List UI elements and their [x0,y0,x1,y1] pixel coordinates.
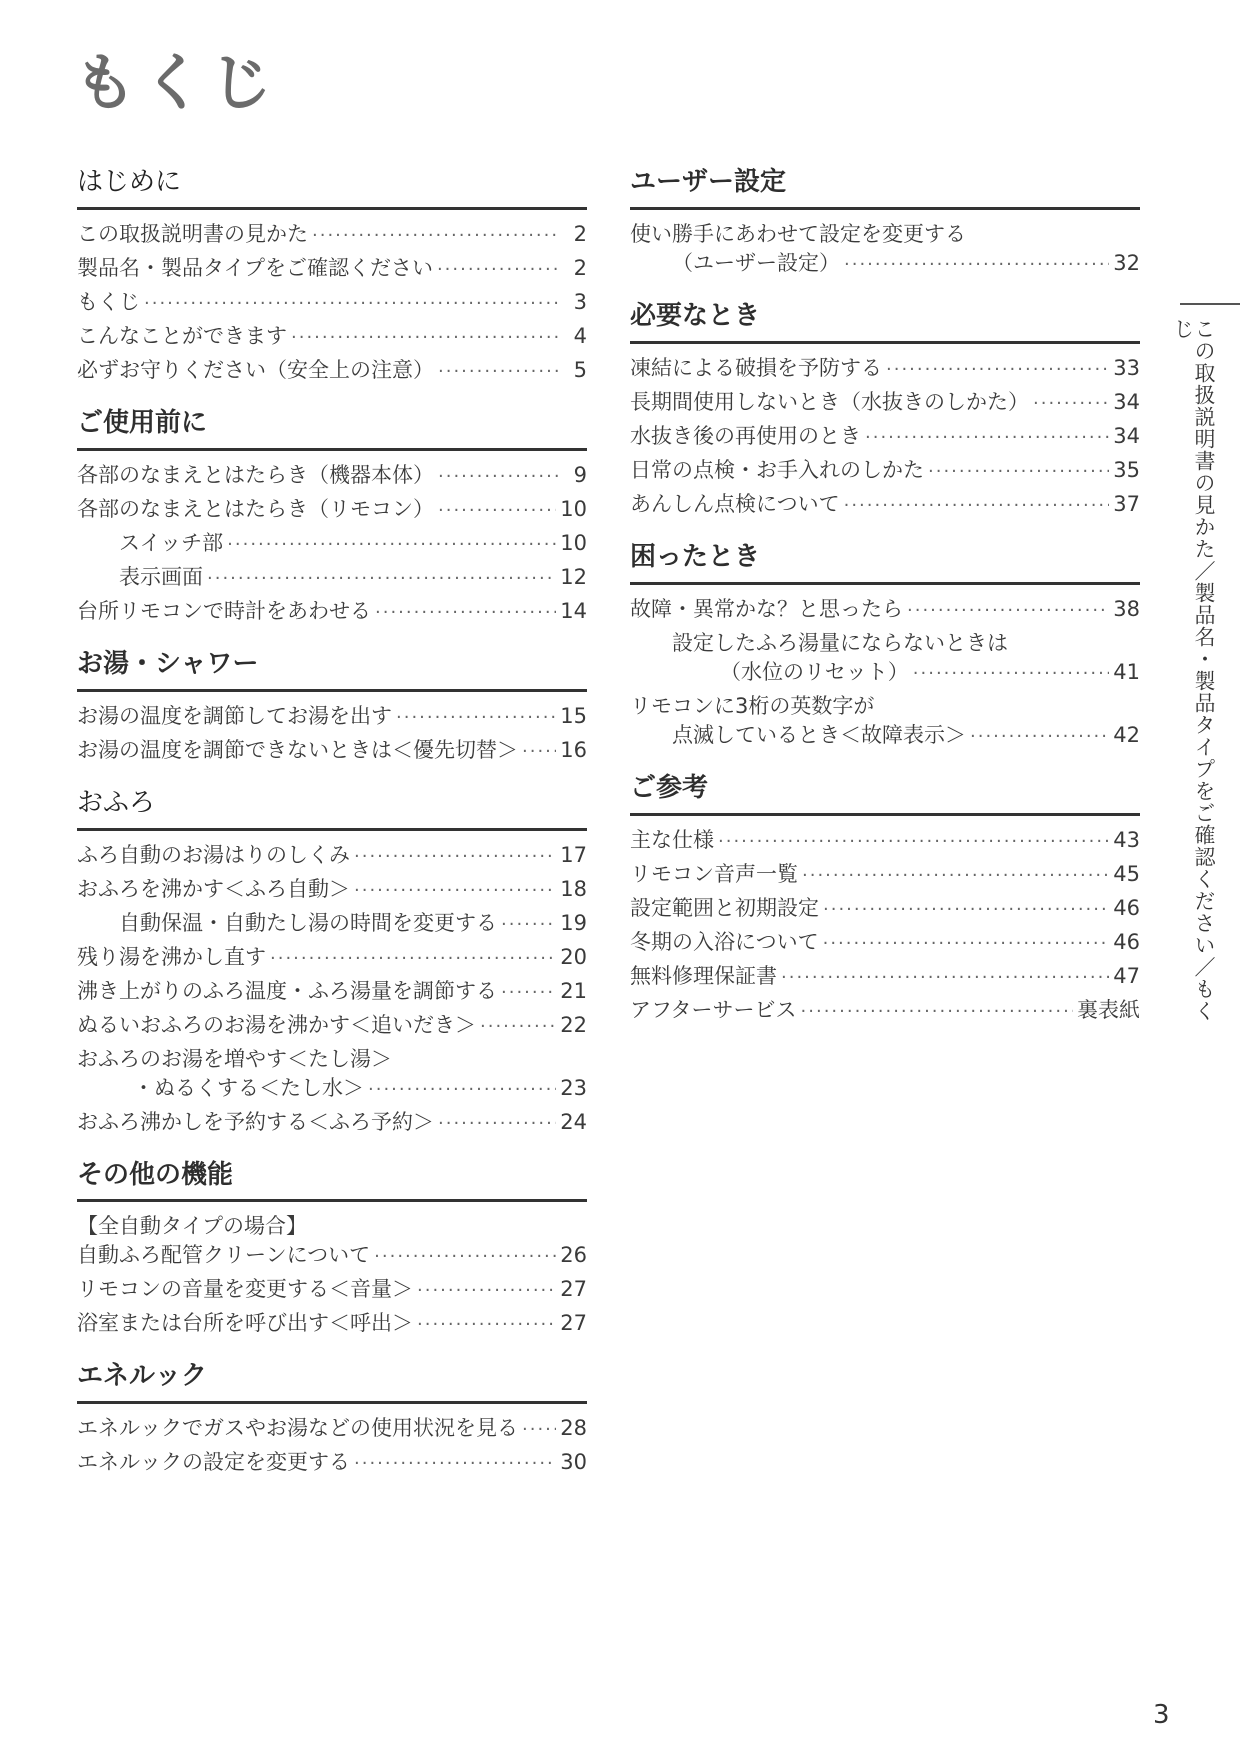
leader-dots [823,929,1110,958]
toc-entry[interactable] [77,563,587,592]
entry-page: 47 [1113,963,1140,988]
entry-label: お湯の温度を調節してお湯を出す [77,703,392,728]
entry-label: エネルックの設定を変更する [77,1450,350,1475]
entry-label: （水位のリセット） [720,659,909,684]
leader-dots [1033,389,1109,418]
entry-page: 18 [560,876,587,901]
entry-page: 37 [1113,491,1140,516]
entry-page: 17 [560,842,587,867]
entry-page: 41 [1113,659,1140,684]
toc-entry[interactable] [77,841,587,870]
entry-page: 27 [560,1277,587,1302]
entry-page: 43 [1113,827,1140,852]
toc-entry[interactable] [77,322,587,351]
toc-entry[interactable] [630,220,1140,278]
entry-page: 34 [1113,389,1140,414]
toc-right-column [630,168,1140,1049]
entry-page: 16 [560,737,587,762]
leader-dots [844,491,1110,520]
toc-entry[interactable] [77,1108,587,1137]
toc-entry[interactable] [77,977,587,1006]
entry-label: 製品名・製品タイプをご確認ください [77,255,433,280]
leader-dots [354,1449,556,1478]
leader-dots [207,564,556,593]
section-heading: ユーザー設定 [630,168,1140,210]
leader-dots [970,722,1109,751]
toc-entry[interactable] [77,1045,587,1103]
entry-page: 20 [560,944,587,969]
page-number: 3 [1153,1700,1170,1730]
entry-page: 2 [573,255,587,280]
entry-label: おふろ沸かしを予約する＜ふろ予約＞ [77,1109,434,1134]
leader-dots [417,1310,556,1339]
toc-entry[interactable] [77,736,587,765]
toc-entry[interactable] [630,962,1140,991]
entry-label: 主な仕様 [630,827,714,852]
entry-label-line1: 設定したふろ湯量にならないときは [672,630,1008,655]
section-heading: ご使用前に [77,409,587,451]
leader-dots [801,997,1073,1026]
leader-dots [368,1075,556,1104]
section-heading: お湯・シャワー [77,650,587,692]
entry-label: 凍結による破損を予防する [630,355,882,380]
toc-left-column [77,168,587,1501]
leader-dots [501,910,556,939]
leader-dots [913,659,1109,688]
toc-section-komatta [630,543,1140,750]
leader-dots [438,462,559,491]
leader-dots [480,1012,556,1041]
leader-dots [227,530,556,559]
toc-section-gosankou [630,774,1140,1025]
toc-entry[interactable] [77,1414,587,1443]
toc-entry[interactable] [77,495,587,524]
toc-entry[interactable] [77,909,587,938]
toc-entry[interactable] [77,597,587,626]
leader-dots [907,596,1109,625]
entry-label: ・ぬるくする＜たし水＞ [133,1075,364,1100]
entry-page: 30 [560,1450,587,1475]
leader-dots [144,289,559,318]
entry-label: 自動保温・自動たし湯の時間を変更する [119,910,497,935]
entry-label: 日常の点検・お手入れのしかた [630,457,924,482]
entry-label: 無料修理保証書 [630,963,777,988]
leader-dots [781,963,1109,992]
entry-page: 5 [573,357,587,382]
leader-dots [844,250,1109,279]
leader-dots [438,1109,556,1138]
entry-label: ぬるいおふろのお湯を沸かす＜追いだき＞ [77,1012,476,1037]
entry-page: 3 [573,289,587,314]
entry-label: もくじ [77,289,140,314]
entry-label: 台所リモコンで時計をあわせる [77,598,371,623]
toc-section-user-settei [630,168,1140,278]
entry-page: 46 [1113,929,1140,954]
section-heading: はじめに [77,168,587,210]
toc-entry[interactable] [77,1275,587,1304]
toc-section-hajimeni [77,168,587,385]
toc-entry[interactable] [630,826,1140,855]
side-tab-rule [1180,303,1240,305]
toc-entry[interactable] [77,220,587,249]
entry-label: あんしん点検について [630,491,840,516]
entry-label: こんなことができます [77,323,287,348]
toc-entry[interactable] [77,1241,587,1270]
leader-dots [270,944,556,973]
toc-entry[interactable] [77,1011,587,1040]
section-heading: エネルック [77,1362,587,1404]
entry-label: リモコンの音量を変更する＜音量＞ [77,1277,413,1302]
entry-page: 24 [560,1109,587,1134]
entry-page: 2 [573,221,587,246]
toc-entry[interactable] [630,996,1140,1025]
toc-entry[interactable] [77,461,587,490]
entry-page: 32 [1113,250,1140,275]
entry-label: 表示画面 [119,564,203,589]
entry-label: 長期間使用しないとき（水抜きのしかた） [630,389,1029,414]
entry-label: 各部のなまえとはたらき（機器本体） [77,462,434,487]
toc-entry[interactable] [77,875,587,904]
toc-entry[interactable] [77,702,587,731]
toc-entry[interactable] [630,629,1140,687]
leader-dots [802,861,1109,890]
entry-page: 22 [560,1012,587,1037]
toc-entry[interactable] [630,692,1140,750]
leader-dots [396,703,556,732]
toc-entry[interactable] [77,943,587,972]
entry-label: 故障・異常かな？と思ったら [630,596,903,621]
entry-page: 10 [560,530,587,555]
leader-dots [886,355,1109,384]
entry-label: 必ずお守りください（安全上の注意） [77,357,434,382]
entry-label: 水抜き後の再使用のとき [630,423,861,448]
entry-label: お湯の温度を調節できないときは＜優先切替＞ [77,737,518,762]
entry-label: 浴室または台所を呼び出す＜呼出＞ [77,1311,413,1336]
leader-dots [823,895,1109,924]
toc-entry[interactable] [77,288,587,317]
entry-label: リモコン音声一覧 [630,861,798,886]
leader-dots [354,876,556,905]
toc-entry[interactable] [630,354,1140,383]
entry-label: 残り湯を沸かし直す [77,944,266,969]
toc-section-hitsuyou [630,302,1140,519]
entry-label: 設定範囲と初期設定 [630,895,819,920]
toc-section-oyu-shower [77,650,587,765]
entry-label: 沸き上がりのふろ温度・ふろ湯量を調節する [77,978,497,1003]
entry-label: おふろを沸かす＜ふろ自動＞ [77,876,350,901]
entry-page: 34 [1113,423,1140,448]
entry-page: 10 [560,496,587,521]
page-title: もくじ [74,46,279,119]
entry-page: 23 [560,1075,587,1100]
toc-section-enelook [77,1362,587,1477]
section-note: 【全自動タイプの場合】 [77,1214,307,1239]
entry-label: 点滅しているとき＜故障表示＞ [672,722,966,747]
leader-dots [718,827,1109,856]
entry-page: 4 [573,323,587,348]
side-chapter-label: この取扱説明書の見かた／製品名・製品タイプをご確認ください／もくじ [1171,318,1216,1022]
entry-page: 15 [560,703,587,728]
leader-dots [312,221,559,250]
entry-page: 33 [1113,355,1140,380]
entry-label: アフターサービス [630,997,797,1022]
leader-dots [417,1276,556,1305]
toc-entry[interactable] [630,490,1140,519]
entry-label: スイッチ部 [119,530,224,555]
entry-label: この取扱説明書の見かた [77,221,308,246]
leader-dots [375,598,556,627]
toc-entry[interactable] [77,1448,587,1477]
section-heading: ご参考 [630,774,1140,816]
entry-label: （ユーザー設定） [672,250,840,275]
leader-dots [865,423,1109,452]
entry-page: 46 [1113,895,1140,920]
section-heading: その他の機能 [77,1161,587,1203]
toc-section-goshiyoumae [77,409,587,626]
entry-label: 自動ふろ配管クリーンについて [77,1243,371,1268]
leader-dots [374,1242,556,1271]
leader-dots [438,496,556,525]
toc-entry[interactable] [630,595,1140,624]
toc-entry[interactable] [77,529,587,558]
entry-page: 9 [573,462,587,487]
toc-entry[interactable] [77,356,587,385]
leader-dots [522,1415,556,1444]
toc-entry[interactable] [630,422,1140,451]
entry-label: ふろ自動のお湯はりのしくみ [77,842,350,867]
section-heading: 必要なとき [630,302,1140,344]
leader-dots [291,323,559,352]
entry-label-line1: リモコンに3桁の英数字が [630,693,875,718]
entry-page: 21 [560,978,587,1003]
leader-dots [501,978,556,1007]
entry-page: 42 [1113,722,1140,747]
entry-label: 各部のなまえとはたらき（リモコン） [77,496,434,521]
toc-entry[interactable] [630,894,1140,923]
entry-page: 28 [560,1416,587,1441]
leader-dots [437,255,559,284]
section-heading: おふろ [77,789,587,831]
entry-page: 12 [560,564,587,589]
section-heading: 困ったとき [630,543,1140,585]
entry-label-line1: 使い勝手にあわせて設定を変更する [630,221,966,246]
leader-dots [438,357,559,386]
entry-page: 35 [1113,457,1140,482]
entry-page: 19 [560,910,587,935]
toc-entry[interactable] [630,928,1140,957]
entry-label: 冬期の入浴について [630,929,819,954]
entry-page: 14 [560,598,587,623]
entry-label-line1: おふろのお湯を増やす＜たし湯＞ [77,1046,392,1071]
entry-label: エネルックでガスやお湯などの使用状況を見る [77,1416,518,1441]
entry-page: 45 [1113,861,1140,886]
toc-entry[interactable] [630,860,1140,889]
toc-section-ofuro [77,789,587,1137]
leader-dots [522,737,556,766]
entry-page: 27 [560,1311,587,1336]
toc-entry[interactable] [630,388,1140,417]
leader-dots [928,457,1109,486]
entry-page: 裏表紙 [1077,997,1140,1022]
toc-entry[interactable] [77,254,587,283]
toc-section-sonota [77,1161,587,1339]
entry-page: 38 [1113,596,1140,621]
entry-page: 26 [560,1243,587,1268]
toc-entry[interactable] [77,1309,587,1338]
leader-dots [354,842,556,871]
toc-entry[interactable] [630,456,1140,485]
